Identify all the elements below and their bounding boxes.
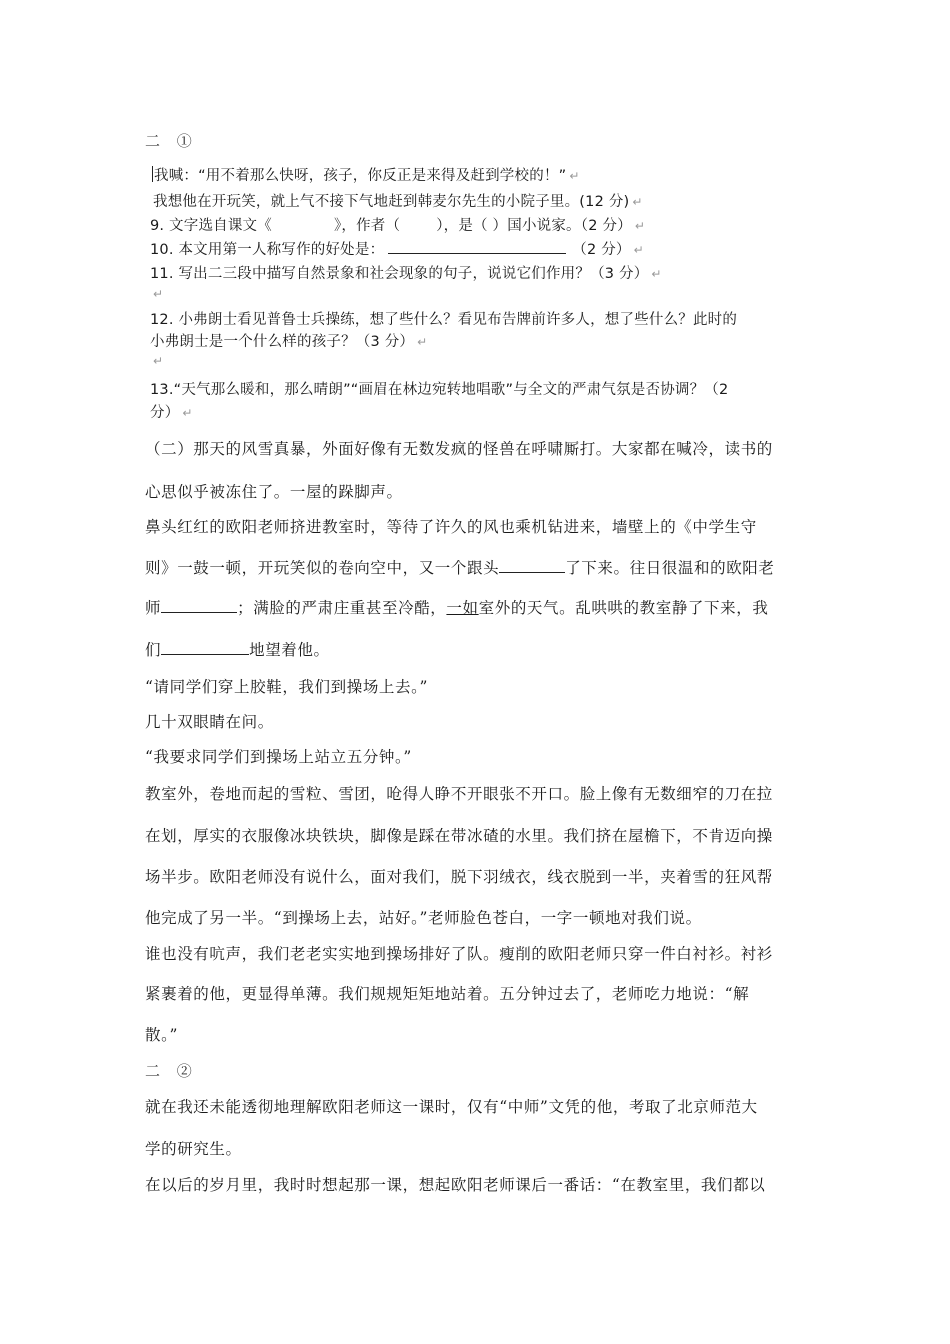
- paragraph-line: 紧裹着的他，更显得单薄。我们规规矩矩地站着。五分钟过去了，老师吃力地说：“解: [145, 985, 750, 1003]
- section-header-2: 二 ②: [145, 1062, 198, 1080]
- section-header-1: 二 ①: [145, 132, 198, 150]
- answer-blank[interactable]: [388, 239, 566, 254]
- question-line: 我喊：“用不着那么快呀，孩子，你反正是来得及赶到学校的！” ↵: [154, 168, 580, 184]
- paragraph-line: （二）那天的风雪真暴，外面好像有无数发疯的怪兽在呼啸厮打。大家都在喊冷，读书的: [145, 440, 773, 458]
- paragraph-line: 就在我还未能透彻地理解欧阳老师这一课时，仅有“中师”文凭的他，考取了北京师范大: [145, 1098, 758, 1116]
- paragraph-line: 他完成了另一半。“到操场上去，站好。”老师脸色苍白，一字一顿地对我们说。: [145, 909, 702, 927]
- question-line: 我想他在开玩笑，就上气不接下气地赶到韩麦尔先生的小院子里。(12 分) ↵: [153, 194, 643, 210]
- paragraph-line: 在划，厚实的衣服像冰块铁块，脚像是踩在带冰碴的水里。我们挤在屋檐下，不肯迈向操: [145, 827, 773, 845]
- paragraph-line: “我要求同学们到操场上站立五分钟。”: [145, 748, 412, 766]
- text-cursor: [152, 166, 153, 182]
- paragraph-line: 则》一鼓一顿，开玩笑似的卷向空中，又一个跟头 了下来。往日很温和的欧阳老: [145, 559, 775, 577]
- paragraph-line: 场半步。欧阳老师没有说什么，面对我们，脱下羽绒衣，线衣脱到一半，夹着雪的狂风帮: [145, 868, 773, 886]
- paragraph-line: 几十双眼睛在问。: [145, 713, 274, 731]
- paragraph-line: 们 地望着他。: [145, 641, 330, 659]
- question-11: 11. 写出二三段中描写自然景象和社会现象的句子，说说它们作用？（3 分） ↵: [150, 266, 662, 282]
- return-mark-icon: ↵: [569, 169, 580, 183]
- paragraph-line: 师 ；满脸的严肃庄重甚至冷酷，一如室外的天气。乱哄哄的教室静了下来，我: [145, 599, 769, 617]
- question-10: 10. 本文用第一人称写作的好处是： （2 分） ↵: [150, 238, 644, 259]
- answer-blank[interactable]: [161, 640, 249, 655]
- paragraph-line: 在以后的岁月里，我时时想起那一课，想起欧阳老师课后一番话：“在教室里，我们都以: [145, 1176, 766, 1194]
- return-mark-icon: ↵: [153, 287, 164, 301]
- return-mark-icon: ↵: [633, 243, 644, 257]
- answer-blank[interactable]: [161, 598, 237, 613]
- paragraph-line: 鼻头红红的欧阳老师挤进教室时，等待了许久的风也乘机钻进来，墙壁上的《中学生守: [145, 518, 757, 536]
- answer-blank[interactable]: [499, 558, 565, 573]
- paragraph-line: 谁也没有吭声，我们老老实实地到操场排好了队。瘦削的欧阳老师只穿一件白衬衫。衬衫: [145, 945, 773, 963]
- empty-line: [150, 353, 163, 369]
- paragraph-line: 教室外，卷地而起的雪粒、雪团，呛得人睁不开眼张不开口。脸上像有无数细窄的刀在拉: [145, 785, 773, 803]
- question-13: 13.“天气那么暖和，那么晴朗”“画眉在林边宛转地唱歌”与全文的严肃气氛是否协调？（2: [150, 382, 729, 398]
- return-mark-icon: ↵: [182, 406, 193, 420]
- question-12: 12. 小弗朗士看见普鲁士兵操练，想了些什么？看见布告牌前许多人，想了些什么？此时的: [150, 312, 738, 328]
- return-mark-icon: ↵: [651, 267, 662, 281]
- question-13-cont: 分） ↵: [150, 405, 193, 421]
- question-9: 9. 文字选自课文《 》，作者（ ），是（ ）国小说家。（2 分） ↵: [150, 218, 646, 234]
- empty-line: [150, 286, 163, 302]
- paragraph-line: “请同学们穿上胶鞋，我们到操场上去。”: [145, 678, 428, 696]
- return-mark-icon: ↵: [634, 219, 646, 233]
- paragraph-line: 心思似乎被冻住了。一屋的跺脚声。: [145, 483, 403, 501]
- paragraph-line: 学的研究生。: [145, 1140, 242, 1158]
- return-mark-icon: ↵: [632, 195, 643, 209]
- question-12-cont: 小弗朗士是一个什么样的孩子？（3 分） ↵: [150, 334, 428, 350]
- paragraph-line: 散。”: [145, 1026, 178, 1044]
- return-mark-icon: ↵: [153, 354, 164, 368]
- return-mark-icon: ↵: [417, 335, 428, 349]
